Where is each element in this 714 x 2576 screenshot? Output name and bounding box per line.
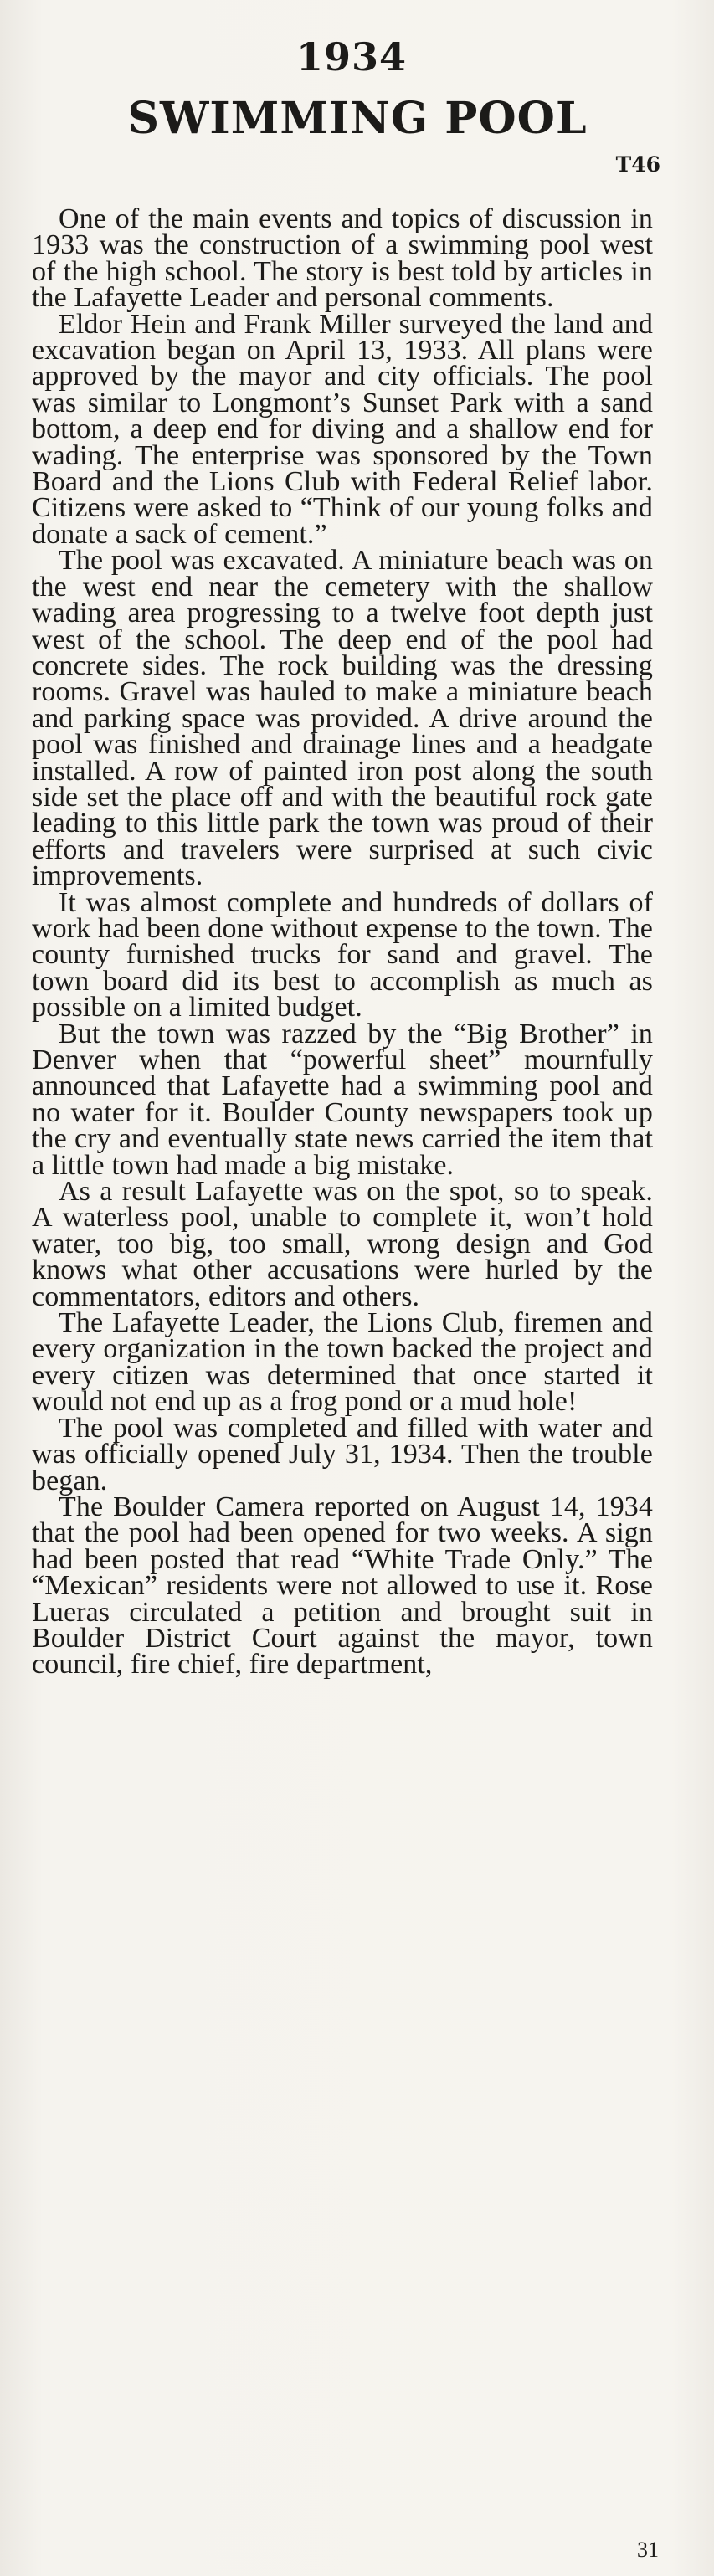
paragraph: One of the main events and topics of discussion in 1933 was the construction of a swimming pool west of the high school. The story is best told by articles in the Lafayette Leader and personal comments. — [32, 203, 653, 314]
paragraph: But the town was razzed by the “Big Brother” in Denver when that “powerful sheet” mournfully announced that Lafayette had a swimming pool and no water for it. Boulder County newspapers took up the cry and eventually state news carried the item that a little town had made a big mistake. — [32, 1018, 653, 1181]
paragraph: The Boulder Camera reported on August 14, 1934 that the pool had been opened for two weeks. A sign had been posted that read “White Trade Only.” The “Mexican” residents were not allowed to use it. Rose Lueras circulated a petition and brought suit in Boulder District Court against the mayor, town council, fire chief, fire department, — [32, 1491, 653, 1681]
paragraph: The Lafayette Leader, the Lions Club, firemen and every organization in the town backed the project and every citizen was determined that once started it would not end up as a frog pond or a mud hole! — [32, 1307, 653, 1418]
page-header — [33, 32, 670, 146]
paragraph: As a result Lafayette was on the spot, so to speak. A waterless pool, unable to complete it, won’t hold water, too big, too small, wrong design and God knows what other accusations were hurled by the commentators, editors and others. — [32, 1176, 653, 1312]
paragraph: Eldor Hein and Frank Miller surveyed the land and excavation began on April 13, 1933. All plans were approved by the mayor and city officials. The pool was similar to Longmont’s Sunset Park with a sand bottom, a deep end for diving and a shallow end for wading. The enterprise was sponsored by the Town Board and the Lions Club with Federal Relief labor. Citizens were asked to “Think of our young folks and donate a sack of cement.” — [32, 308, 653, 550]
page-year-heading: 1934 — [295, 34, 408, 80]
paragraph: The pool was completed and filled with water and was officially opened July 31, 1934. Then the trouble began. — [32, 1412, 653, 1496]
paragraph: The pool was excavated. A miniature beach was on the west end near the cemetery with the shallow wading area progressing to a twelve foot depth just west of the school. The deep end of the pool had concrete sides. The rock building was the dressing rooms. Gravel was hauled to make a miniature beach and parking space was provided. A drive around the pool was finished and drainage lines and a headgate installed. A row of painted iron post along the south side set the place off and with the beautiful rock gate leading to this little park the town was proud of their efforts and travelers were surprised at such civic improvements. — [32, 545, 653, 892]
page-title: SWIMMING POOL — [127, 93, 588, 144]
page-number: 31 — [637, 2538, 659, 2562]
article-body — [32, 203, 653, 1681]
section-code: T46 — [615, 152, 660, 177]
paragraph: It was almost complete and hundreds of dollars of work had been done without expense to the town. The county furnished trucks for sand and gravel. The town board did its best to accomplish as much as possible on a limited budget. — [32, 886, 653, 1024]
